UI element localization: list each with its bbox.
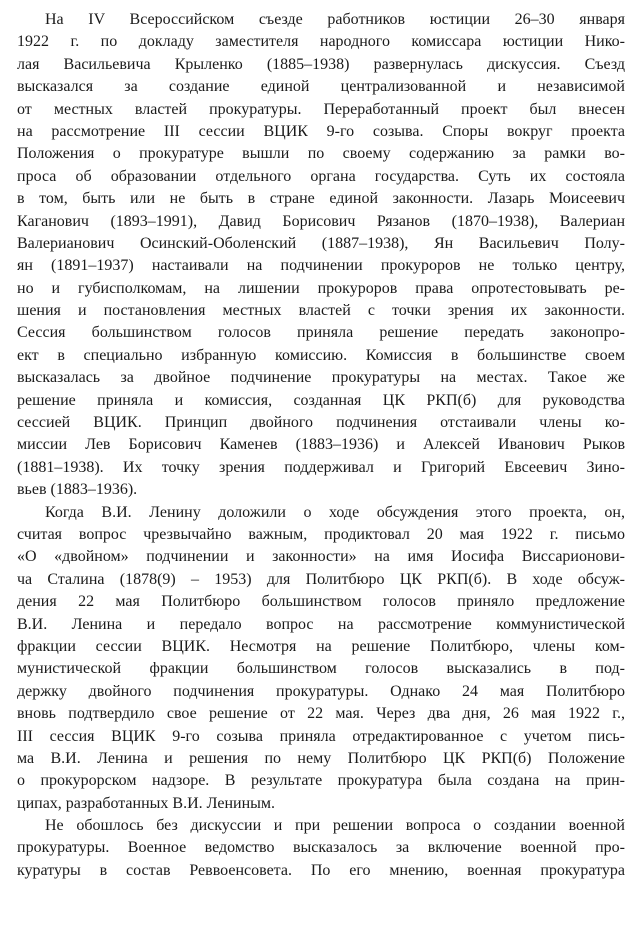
text-line: высказалась за двойное подчинение прокуратуры на местах. Такое же bbox=[17, 369, 625, 387]
text-line: ект в специально избранную комиссию. Комиссия в большинстве своем bbox=[17, 346, 625, 364]
text-line: сессией ВЦИК. Принцип двойного подчинения отстаивали члены ко- bbox=[17, 414, 625, 432]
text-line: решение приняла и комиссия, созданная ЦК РКП(б) для руководства bbox=[17, 391, 625, 409]
text-line: III сессия ВЦИК 9-го созыва приняла отредактированное с учетом пись- bbox=[17, 727, 625, 745]
text-line: вновь подтвердило свое решение от 22 мая. Через два дня, 26 мая 1922 г., bbox=[17, 705, 625, 723]
text-line: ян (1891–1937) настаивали на подчинении прокуроров не только центру, bbox=[17, 257, 625, 275]
text-line: о прокурорском надзоре. В результате прокуратура была создана на прин- bbox=[17, 772, 625, 790]
text-line: фракции сессии ВЦИК. Несмотря на решение Политбюро, члены ком- bbox=[17, 637, 625, 655]
text-line: лая Васильевича Крыленко (1885–1938) развернулась дискуссия. Съезд bbox=[17, 55, 625, 73]
text-line: Сессия большинством голосов приняла решение передать законопро- bbox=[17, 324, 625, 342]
text-line: (1881–1938). Их точку зрения поддерживал и Григорий Евсеевич Зино- bbox=[17, 458, 625, 476]
text-line: в том, быть или не быть в стране единой законности. Лазарь Моисеевич bbox=[17, 190, 625, 208]
paragraph-3 bbox=[17, 815, 625, 882]
text-line: прокуратуры. Военное ведомство высказалось за включение военной про- bbox=[17, 839, 625, 857]
paragraph-1 bbox=[17, 9, 625, 502]
paragraph-2 bbox=[17, 502, 625, 815]
text-line: В.И. Ленина и передало вопрос на рассмотрение коммунистической bbox=[17, 615, 625, 633]
text-line: мунистической фракции большинством голосов высказались в под- bbox=[17, 660, 625, 678]
text-line: проса об образовании отдельного органа государства. Суть их состояла bbox=[17, 167, 625, 185]
text-line: высказался за создание единой централизованной и независимой bbox=[17, 78, 625, 96]
text-line: миссии Лев Борисович Каменев (1883–1936) и Алексей Иванович Рыков bbox=[17, 436, 625, 454]
text-line: считая вопрос чрезвычайно важным, продиктовал 20 мая 1922 г. письмо bbox=[17, 525, 625, 543]
text-line: Каганович (1893–1991), Давид Борисович Рязанов (1870–1938), Валериан bbox=[17, 212, 625, 230]
text-line: ча Сталина (1878(9) – 1953) для Политбюро ЦК РКП(б). В ходе обсуж- bbox=[17, 570, 625, 588]
text-line: шения и постановления местных властей с точки зрения их законности. bbox=[17, 302, 625, 320]
text-line: от местных властей прокуратуры. Переработанный проект был внесен bbox=[17, 100, 625, 118]
text-line: но и губисполкомам, на лишении прокуроров права опротестовывать ре- bbox=[17, 279, 625, 297]
text-line: держку двойного подчинения прокуратуры. Однако 24 мая Политбюро bbox=[17, 682, 625, 700]
text-line: 1922 г. по докладу заместителя народного комиссара юстиции Нико- bbox=[17, 33, 625, 51]
text-line: дения 22 мая Политбюро большинством голосов приняло предложение bbox=[17, 593, 625, 611]
text-line: Не обошлось без дискуссии и при решении вопроса о создании военной bbox=[45, 817, 625, 835]
text-line: Валерианович Осинский-Оболенский (1887–1938), Ян Васильевич Полу- bbox=[17, 234, 625, 252]
text-line: ципах, разработанных В.И. Лениным. bbox=[17, 794, 276, 812]
text-line: вьев (1883–1936). bbox=[17, 481, 138, 499]
text-line: Когда В.И. Ленину доложили о ходе обсуждения этого проекта, он, bbox=[45, 503, 625, 521]
text-line: куратуры в состав Реввоенсовета. По его мнению, военная прокуратура bbox=[17, 861, 625, 879]
text-line: ма В.И. Ленина и решения по нему Политбюро ЦК РКП(б) Положение bbox=[17, 749, 625, 767]
text-line: на рассмотрение III сессии ВЦИК 9-го созыва. Споры вокруг проекта bbox=[17, 122, 625, 140]
document-page bbox=[17, 9, 625, 882]
text-line: Положения о прокуратуре вышли по своему содержанию за рамки во- bbox=[17, 145, 625, 163]
text-line: «О «двойном» подчинении и законности» на имя Иосифа Виссарионови- bbox=[17, 548, 625, 566]
text-line: На IV Всероссийском съезде работников юстиции 26–30 января bbox=[45, 11, 625, 28]
